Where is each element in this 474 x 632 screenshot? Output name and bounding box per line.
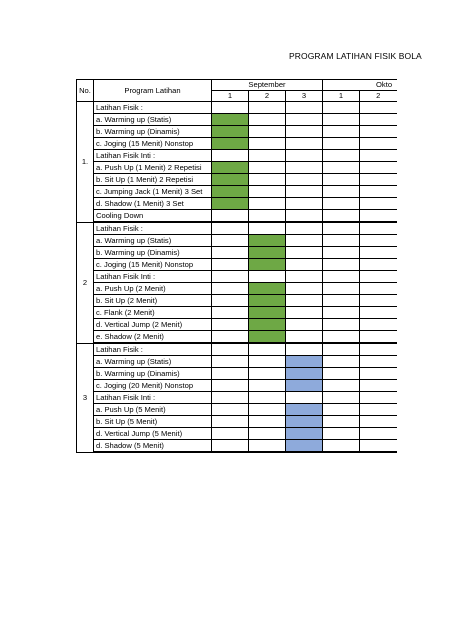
schedule-cell (286, 235, 323, 247)
schedule-cell (323, 162, 360, 174)
schedule-cell (249, 186, 286, 198)
schedule-cell (286, 331, 323, 344)
table-row (77, 162, 397, 174)
exercise-label: b. Sit Up (1 Menit) 2 Repetisi (94, 174, 212, 186)
schedule-cell (212, 271, 249, 283)
exercise-label: e. Shadow (2 Menit) (94, 331, 212, 344)
exercise-label: a. Push Up (2 Menit) (94, 283, 212, 295)
schedule-cell (323, 235, 360, 247)
table-row (77, 271, 397, 283)
schedule-cell (212, 368, 249, 380)
schedule-cell (323, 380, 360, 392)
exercise-label: c. Joging (15 Menit) Nonstop (94, 138, 212, 150)
exercise-label: c. Joging (20 Menit) Nonstop (94, 380, 212, 392)
schedule-cell (212, 138, 249, 150)
schedule-cell (249, 222, 286, 235)
table-row (77, 114, 397, 126)
schedule-cell (360, 380, 397, 392)
schedule-cell (286, 150, 323, 162)
exercise-label: a. Push Up (1 Menit) 2 Repetisi (94, 162, 212, 174)
schedule-cell (212, 114, 249, 126)
schedule-cell (286, 356, 323, 368)
schedule-cell (323, 319, 360, 331)
schedule-cell (249, 440, 286, 453)
schedule-cell (323, 404, 360, 416)
schedule-cell (212, 319, 249, 331)
schedule-cell (212, 210, 249, 223)
schedule-cell (360, 114, 397, 126)
schedule-cell (360, 102, 397, 114)
schedule-cell (323, 428, 360, 440)
schedule-cell (360, 295, 397, 307)
schedule-cell (212, 126, 249, 138)
table-row (77, 283, 397, 295)
exercise-label: b. Warming up (Dinamis) (94, 126, 212, 138)
schedule-cell (249, 259, 286, 271)
exercise-label: Cooling Down (94, 210, 212, 223)
schedule-cell (286, 210, 323, 223)
schedule-cell (249, 174, 286, 186)
exercise-label: a. Warming up (Statis) (94, 114, 212, 126)
schedule-cell (360, 235, 397, 247)
schedule-cell (212, 102, 249, 114)
schedule-cell (286, 247, 323, 259)
table-row (77, 198, 397, 210)
schedule-cell (212, 392, 249, 404)
schedule-cell (249, 283, 286, 295)
group-number: 1. (77, 102, 94, 223)
schedule-cell (212, 247, 249, 259)
exercise-label: Latihan Fisik : (94, 222, 212, 235)
table-row (77, 307, 397, 319)
schedule-cell (212, 259, 249, 271)
schedule-cell (286, 416, 323, 428)
table-row (77, 186, 397, 198)
schedule-cell (249, 150, 286, 162)
schedule-cell (360, 392, 397, 404)
header-week: 2 (360, 91, 397, 102)
schedule-cell (212, 162, 249, 174)
schedule-cell (286, 138, 323, 150)
exercise-label: Latihan Fisik Inti : (94, 150, 212, 162)
schedule-cell (286, 295, 323, 307)
schedule-cell (212, 307, 249, 319)
header-week: 1 (212, 91, 249, 102)
table-row (77, 440, 397, 453)
table-row (77, 102, 397, 114)
schedule-cell (286, 380, 323, 392)
schedule-cell (360, 368, 397, 380)
exercise-label: d. Shadow (5 Menit) (94, 440, 212, 453)
header-month-september: September (212, 80, 323, 91)
schedule-cell (360, 416, 397, 428)
schedule-cell (323, 283, 360, 295)
schedule-cell (360, 283, 397, 295)
schedule-cell (360, 150, 397, 162)
schedule-cell (323, 114, 360, 126)
exercise-label: c. Joging (15 Menit) Nonstop (94, 259, 212, 271)
exercise-label: Latihan Fisik : (94, 343, 212, 356)
schedule-cell (212, 198, 249, 210)
schedule-cell (323, 186, 360, 198)
table-row (77, 392, 397, 404)
table-row (77, 404, 397, 416)
schedule-cell (360, 307, 397, 319)
table-row (77, 259, 397, 271)
header-week: 2 (249, 91, 286, 102)
schedule-cell (286, 392, 323, 404)
schedule-cell (286, 283, 323, 295)
group-number: 2 (77, 222, 94, 343)
schedule-cell (323, 138, 360, 150)
schedule-cell (249, 198, 286, 210)
exercise-label: a. Warming up (Statis) (94, 356, 212, 368)
exercise-label: Latihan Fisik Inti : (94, 392, 212, 404)
training-program-table (76, 79, 397, 453)
schedule-cell (323, 392, 360, 404)
schedule-cell (286, 343, 323, 356)
schedule-cell (360, 440, 397, 453)
schedule-cell (286, 222, 323, 235)
schedule-cell (323, 259, 360, 271)
schedule-cell (212, 356, 249, 368)
schedule-cell (360, 428, 397, 440)
schedule-cell (323, 198, 360, 210)
schedule-cell (360, 186, 397, 198)
schedule-cell (249, 126, 286, 138)
page-title: PROGRAM LATIHAN FISIK BOLA (289, 51, 422, 61)
exercise-label: d. Vertical Jump (5 Menit) (94, 428, 212, 440)
table-row (77, 126, 397, 138)
schedule-cell (212, 343, 249, 356)
table-row (77, 343, 397, 356)
table-row (77, 356, 397, 368)
schedule-cell (360, 174, 397, 186)
schedule-cell (212, 380, 249, 392)
schedule-cell (212, 404, 249, 416)
schedule-cell (360, 222, 397, 235)
schedule-cell (323, 126, 360, 138)
header-week: 3 (286, 91, 323, 102)
schedule-cell (286, 198, 323, 210)
schedule-cell (249, 235, 286, 247)
schedule-cell (249, 307, 286, 319)
schedule-cell (360, 259, 397, 271)
schedule-cell (323, 222, 360, 235)
group-number: 3 (77, 343, 94, 452)
exercise-label: d. Shadow (1 Menit) 3 Set (94, 198, 212, 210)
schedule-cell (323, 416, 360, 428)
schedule-cell (323, 440, 360, 453)
schedule-cell (212, 331, 249, 344)
table-row (77, 138, 397, 150)
schedule-cell (249, 404, 286, 416)
table-row (77, 222, 397, 235)
schedule-cell (212, 150, 249, 162)
table-row (77, 368, 397, 380)
schedule-cell (323, 271, 360, 283)
schedule-cell (249, 343, 286, 356)
schedule-cell (286, 174, 323, 186)
schedule-cell (249, 392, 286, 404)
schedule-cell (212, 416, 249, 428)
header-program: Program Latihan (94, 80, 212, 102)
schedule-cell (286, 404, 323, 416)
table-row (77, 428, 397, 440)
schedule-cell (249, 102, 286, 114)
schedule-cell (212, 440, 249, 453)
schedule-cell (249, 428, 286, 440)
exercise-label: Latihan Fisik : (94, 102, 212, 114)
schedule-cell (360, 138, 397, 150)
exercise-label: d. Vertical Jump (2 Menit) (94, 319, 212, 331)
table-row (77, 295, 397, 307)
schedule-cell (212, 186, 249, 198)
table-row (77, 380, 397, 392)
schedule-cell (323, 368, 360, 380)
schedule-cell (212, 295, 249, 307)
table-row (77, 210, 397, 223)
schedule-cell (249, 114, 286, 126)
schedule-cell (323, 307, 360, 319)
schedule-cell (360, 343, 397, 356)
schedule-cell (212, 174, 249, 186)
header-row-months (77, 80, 397, 91)
schedule-cell (323, 356, 360, 368)
schedule-cell (212, 428, 249, 440)
schedule-cell (286, 319, 323, 331)
schedule-cell (360, 198, 397, 210)
schedule-cell (286, 307, 323, 319)
exercise-label: b. Warming up (Dinamis) (94, 247, 212, 259)
schedule-cell (323, 295, 360, 307)
table-row (77, 247, 397, 259)
schedule-cell (323, 102, 360, 114)
schedule-cell (249, 368, 286, 380)
schedule-cell (249, 247, 286, 259)
exercise-label: c. Flank (2 Menit) (94, 307, 212, 319)
schedule-cell (286, 440, 323, 453)
schedule-cell (249, 162, 286, 174)
exercise-label: c. Jumping Jack (1 Menit) 3 Set (94, 186, 212, 198)
schedule-cell (249, 210, 286, 223)
schedule-cell (323, 150, 360, 162)
schedule-cell (249, 416, 286, 428)
schedule-cell (360, 247, 397, 259)
header-no: No. (77, 80, 94, 102)
header-week: 1 (323, 91, 360, 102)
table-row (77, 319, 397, 331)
table-row (77, 331, 397, 344)
schedule-cell (286, 368, 323, 380)
schedule-cell (360, 331, 397, 344)
schedule-cell (249, 331, 286, 344)
schedule-cell (360, 319, 397, 331)
schedule-cell (323, 343, 360, 356)
exercise-label: Latihan Fisik Inti : (94, 271, 212, 283)
schedule-cell (286, 126, 323, 138)
schedule-cell (249, 295, 286, 307)
schedule-cell (360, 271, 397, 283)
schedule-cell (249, 380, 286, 392)
schedule-cell (249, 271, 286, 283)
schedule-cell (249, 138, 286, 150)
schedule-cell (360, 210, 397, 223)
schedule-cell (286, 162, 323, 174)
table-row (77, 150, 397, 162)
schedule-cell (249, 319, 286, 331)
schedule-cell (286, 186, 323, 198)
schedule-cell (249, 356, 286, 368)
exercise-label: a. Push Up (5 Menit) (94, 404, 212, 416)
schedule-cell (212, 283, 249, 295)
exercise-label: b. Sit Up (2 Menit) (94, 295, 212, 307)
schedule-cell (360, 126, 397, 138)
schedule-cell (360, 404, 397, 416)
exercise-label: b. Sit Up (5 Menit) (94, 416, 212, 428)
header-month-october: Okto (323, 80, 397, 91)
schedule-cell (323, 174, 360, 186)
exercise-label: b. Warming up (Dinamis) (94, 368, 212, 380)
schedule-cell (323, 331, 360, 344)
schedule-cell (323, 210, 360, 223)
table-row (77, 235, 397, 247)
schedule-cell (286, 259, 323, 271)
schedule-cell (286, 114, 323, 126)
schedule-cell (286, 428, 323, 440)
schedule-cell (286, 271, 323, 283)
table-row (77, 174, 397, 186)
schedule-cell (360, 356, 397, 368)
table-row (77, 416, 397, 428)
exercise-label: a. Warming up (Statis) (94, 235, 212, 247)
schedule-cell (360, 162, 397, 174)
schedule-cell (212, 222, 249, 235)
schedule-cell (323, 247, 360, 259)
schedule-cell (286, 102, 323, 114)
schedule-cell (212, 235, 249, 247)
